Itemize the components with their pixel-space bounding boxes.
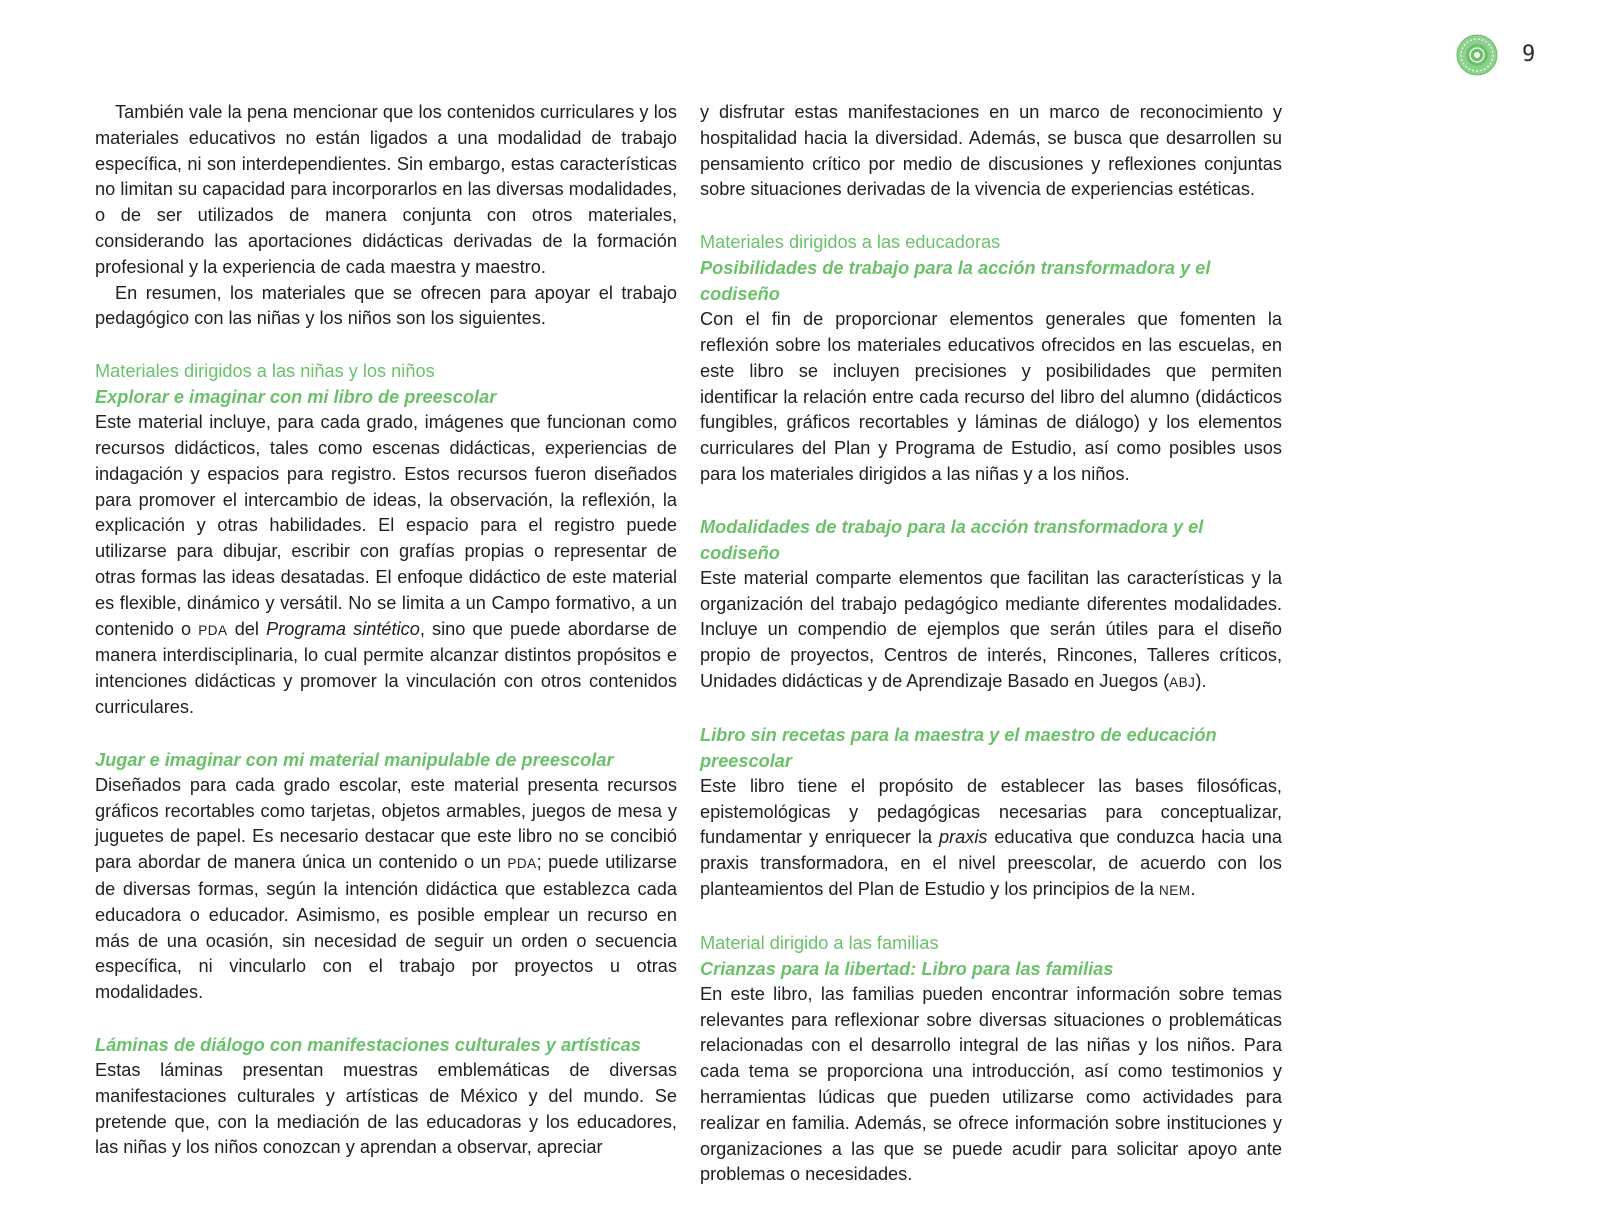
subsection-heading: Modalidades de trabajo para la acción transformadora y el codiseño — [700, 516, 1204, 563]
page-header — [0, 34, 1600, 78]
subsection-heading: Láminas de diálogo con manifestaciones culturales y artísticas — [95, 1034, 641, 1055]
abbreviation: PDA — [198, 622, 228, 638]
page-number: 9 — [1522, 42, 1536, 67]
emblem-icon — [1456, 34, 1498, 76]
subsection-heading: Crianzas para la libertad: Libro para las familias — [700, 958, 1114, 979]
italic-title: Programa sintético — [266, 618, 420, 639]
section-heading: Materiales dirigidos a las niñas y los niños — [95, 361, 435, 382]
subsection-heading: Explorar e imaginar con mi libro de preescolar — [95, 387, 497, 408]
section-heading: Material dirigido a las familias — [700, 932, 939, 953]
italic-term: praxis — [938, 827, 988, 848]
subsection-heading: Jugar e imaginar con mi material manipulable de preescolar — [95, 749, 614, 770]
paragraph: Estas láminas presentan muestras emblemáticas de diversas manifestaciones culturales y artísticas de México y del mundo. Se pretende que, con la mediación de las educadoras y los educadores, las niñas y los niños conozcan y aprendan a observar, apreciar — [95, 1059, 677, 1158]
abbreviation: PDA — [507, 856, 537, 872]
paragraph: Con el fin de proporcionar elementos generales que fomenten la reflexión sobre los materiales educativos ofrecidos en las escuelas, en este libro se incluyen precisiones y posibilidades que permiten identificar la relación entre cada recurso del libro del alumno (didácticos fungibles, gráficos recortables y láminas de diálogo) y los elementos curriculares del Plan y Programa de Estudio, así como posibles usos para los materiales dirigidos a las niñas y a los niños. — [700, 309, 1282, 484]
paragraph: También vale la pena mencionar que los contenidos curriculares y los materiales educativos no están ligados a una modalidad de trabajo específica, ni son interdependientes. Sin embargo, estas características no limitan su capacidad para incorporarlos en las diversas modalidades, o de ser utilizados de manera conjunta con otros materiales, considerando las aportaciones didácticas derivadas de la formación profesional y la experiencia de cada maestra y maestro. — [95, 102, 677, 277]
paragraph: Este material comparte elementos que facilitan las características y la organización del trabajo pedagógico mediante diferentes modalidades. Incluye un compendio de ejemplos que serán útiles para el diseño propio de proyectos, Centros de interés, Rincones, Talleres críticos, Unidades didácticas y de Aprendizaje Basado en Juegos (ABJ). — [700, 567, 1282, 691]
abbreviation: NEM — [1159, 882, 1191, 898]
subsection-heading: Posibilidades de trabajo para la acción transformadora y el codiseño — [700, 258, 1211, 305]
paragraph: En este libro, las familias pueden encontrar información sobre temas relevantes para reflexionar sobre diversas situaciones o problemáticas relacionadas con el desarrollo integral de las niñas y los niños. Para cada tema se proporciona una introducción, así como testimonios y herramientas lúdicas que pueden utilizarse como actividades para realizar en familia. Además, se ofrece información sobre instituciones y organizaciones a las que se puede acudir para solicitar apoyo ante problemas o necesidades. — [700, 983, 1282, 1185]
subsection-heading: Libro sin recetas para la maestra y el maestro de educación preescolar — [700, 724, 1217, 771]
right-column — [700, 100, 1282, 1188]
paragraph: Diseñados para cada grado escolar, este material presenta recursos gráficos recortables como tarjetas, objetos armables, juegos de mesa y juguetes de papel. Es necesario destacar que este libro no se concibió para abordar de manera única un contenido o un PDA; puede utilizarse de diversas formas, según la intención didáctica que establezca cada educadora o educador. Asimismo, es posible emplear un recurso en más de una ocasión, sin necesidad de seguir un orden o secuencia específica, ni vincularlo con el trabajo por proyectos u otras modalidades. — [95, 774, 678, 1003]
paragraph: Este material incluye, para cada grado, imágenes que funcionan como recursos didácticos, tales como escenas didácticas, experiencias de indagación y espacios para registro. Estos recursos fueron diseñados para promover el intercambio de ideas, la observación, la reflexión, la explicación y otras habilidades. El espacio para el registro puede utilizarse para dibujar, escribir con grafías propias o representar de otras formas las ideas desatadas. El enfoque didáctico de este material es flexible, dinámico y versátil. No se limita a un Campo formativo, a un contenido o PDA del Programa sintético, sino que puede abordarse de manera interdisciplinaria, lo cual permite alcanzar distintos propósitos e intenciones didácticas y promover la vinculación con otros contenidos curriculares. — [95, 412, 677, 717]
paragraph: y disfrutar estas manifestaciones en un marco de reconocimiento y hospitalidad hacia la diversidad. Además, se busca que desarrollen su pensamiento crítico por medio de discusiones y reflexiones conjuntas sobre situaciones derivadas de la vivencia de experiencias estéticas. — [700, 102, 1282, 200]
paragraph: En resumen, los materiales que se ofrecen para apoyar el trabajo pedagógico con las niñas y los niños son los siguientes. — [95, 282, 677, 329]
section-heading: Materiales dirigidos a las educadoras — [700, 232, 1001, 253]
paragraph: Este libro tiene el propósito de establecer las bases filosóficas, epistemológicas y pedagógicas necesarias para conceptualizar, fundamentar y enriquecer la praxis educativa que conduzca hacia una praxis transformadora, en el nivel preescolar, de acuerdo con los planteamientos del Plan de Estudio y los principios de la NEM. — [700, 775, 1282, 899]
left-column — [95, 100, 677, 1161]
abbreviation: ABJ — [1169, 674, 1196, 690]
